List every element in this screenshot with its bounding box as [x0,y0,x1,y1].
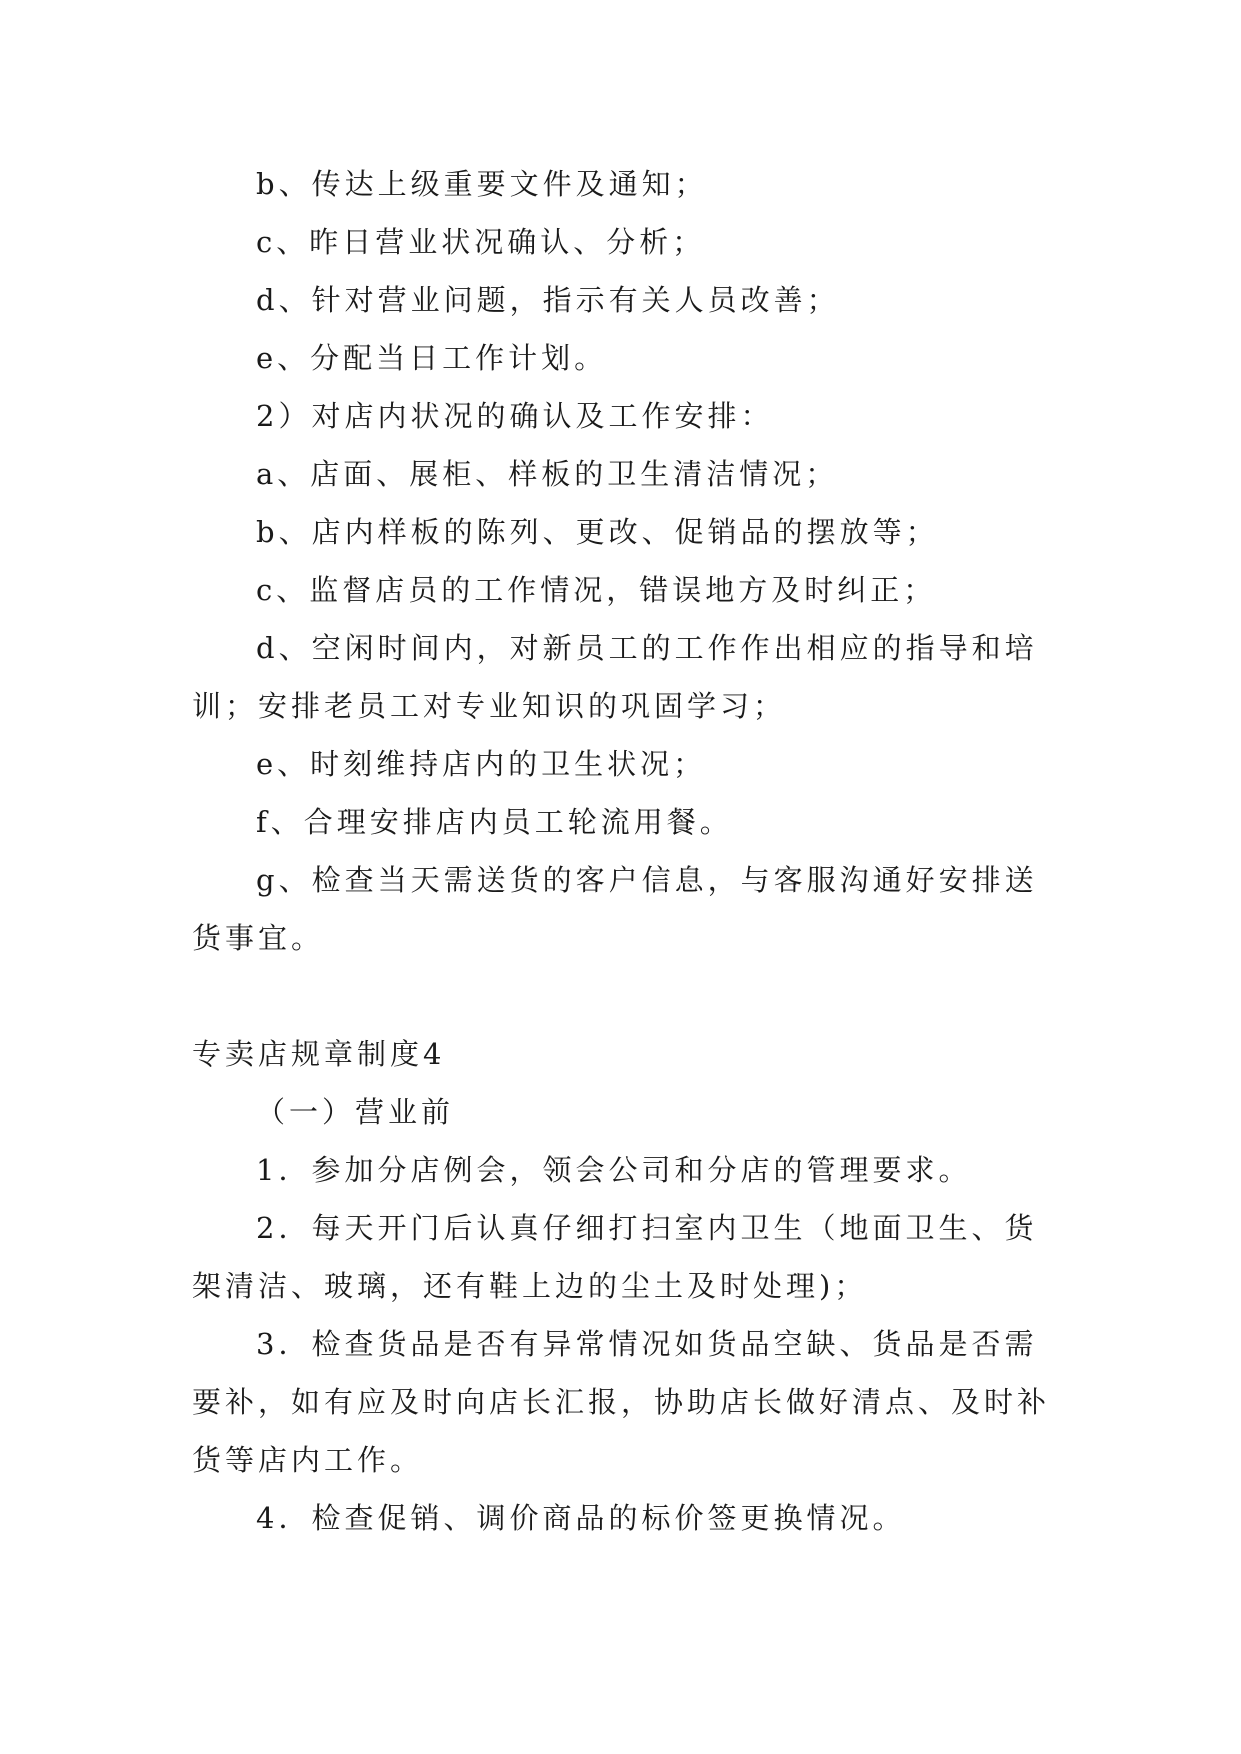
paragraph-item: c、昨日营业状况确认、分析； [256,225,706,259]
paragraph-item: e、分配当日工作计划。 [256,341,608,375]
paragraph-item: 2）对店内状况的确认及工作安排： [256,399,774,433]
paragraph-item: 4．检查促销、调价商品的标价签更换情况。 [256,1501,906,1535]
paragraph-item: b、店内样板的陈列、更改、促销品的摆放等； [256,515,939,549]
paragraph-item: a、店面、展柜、样板的卫生清洁情况； [256,457,839,491]
paragraph-item: f、合理安排店内员工轮流用餐。 [256,805,733,839]
paragraph-item: d、针对营业问题，指示有关人员改善； [256,283,840,317]
paragraph-item: e、时刻维持店内的卫生状况； [256,747,707,781]
paragraph-item: 2．每天开门后认真仔细打扫室内卫生（地面卫生、货架清洁、玻璃，还有鞋上边的尘土及时处理)； [192,1211,1038,1303]
paragraph-item: g、检查当天需送货的客户信息，与客服沟通好安排送货事宜。 [192,863,1038,955]
paragraph-item: c、监督店员的工作情况，错误地方及时纠正； [256,573,937,607]
paragraph-item: 3．检查货品是否有异常情况如货品空缺、货品是否需要补，如有应及时向店长汇报，协助店长做好清点、及时补货等店内工作。 [192,1327,1051,1477]
paragraph-item: d、空闲时间内，对新员工的工作作出相应的指导和培训；安排老员工对专业知识的巩固学习； [192,631,1038,723]
paragraph-item: 1．参加分店例会，领会公司和分店的管理要求。 [256,1153,972,1187]
section-subtitle: （一）营业前 [256,1095,455,1129]
section-title: 专卖店规章制度4 [192,1037,446,1071]
paragraph-item: b、传达上级重要文件及通知； [256,167,708,201]
